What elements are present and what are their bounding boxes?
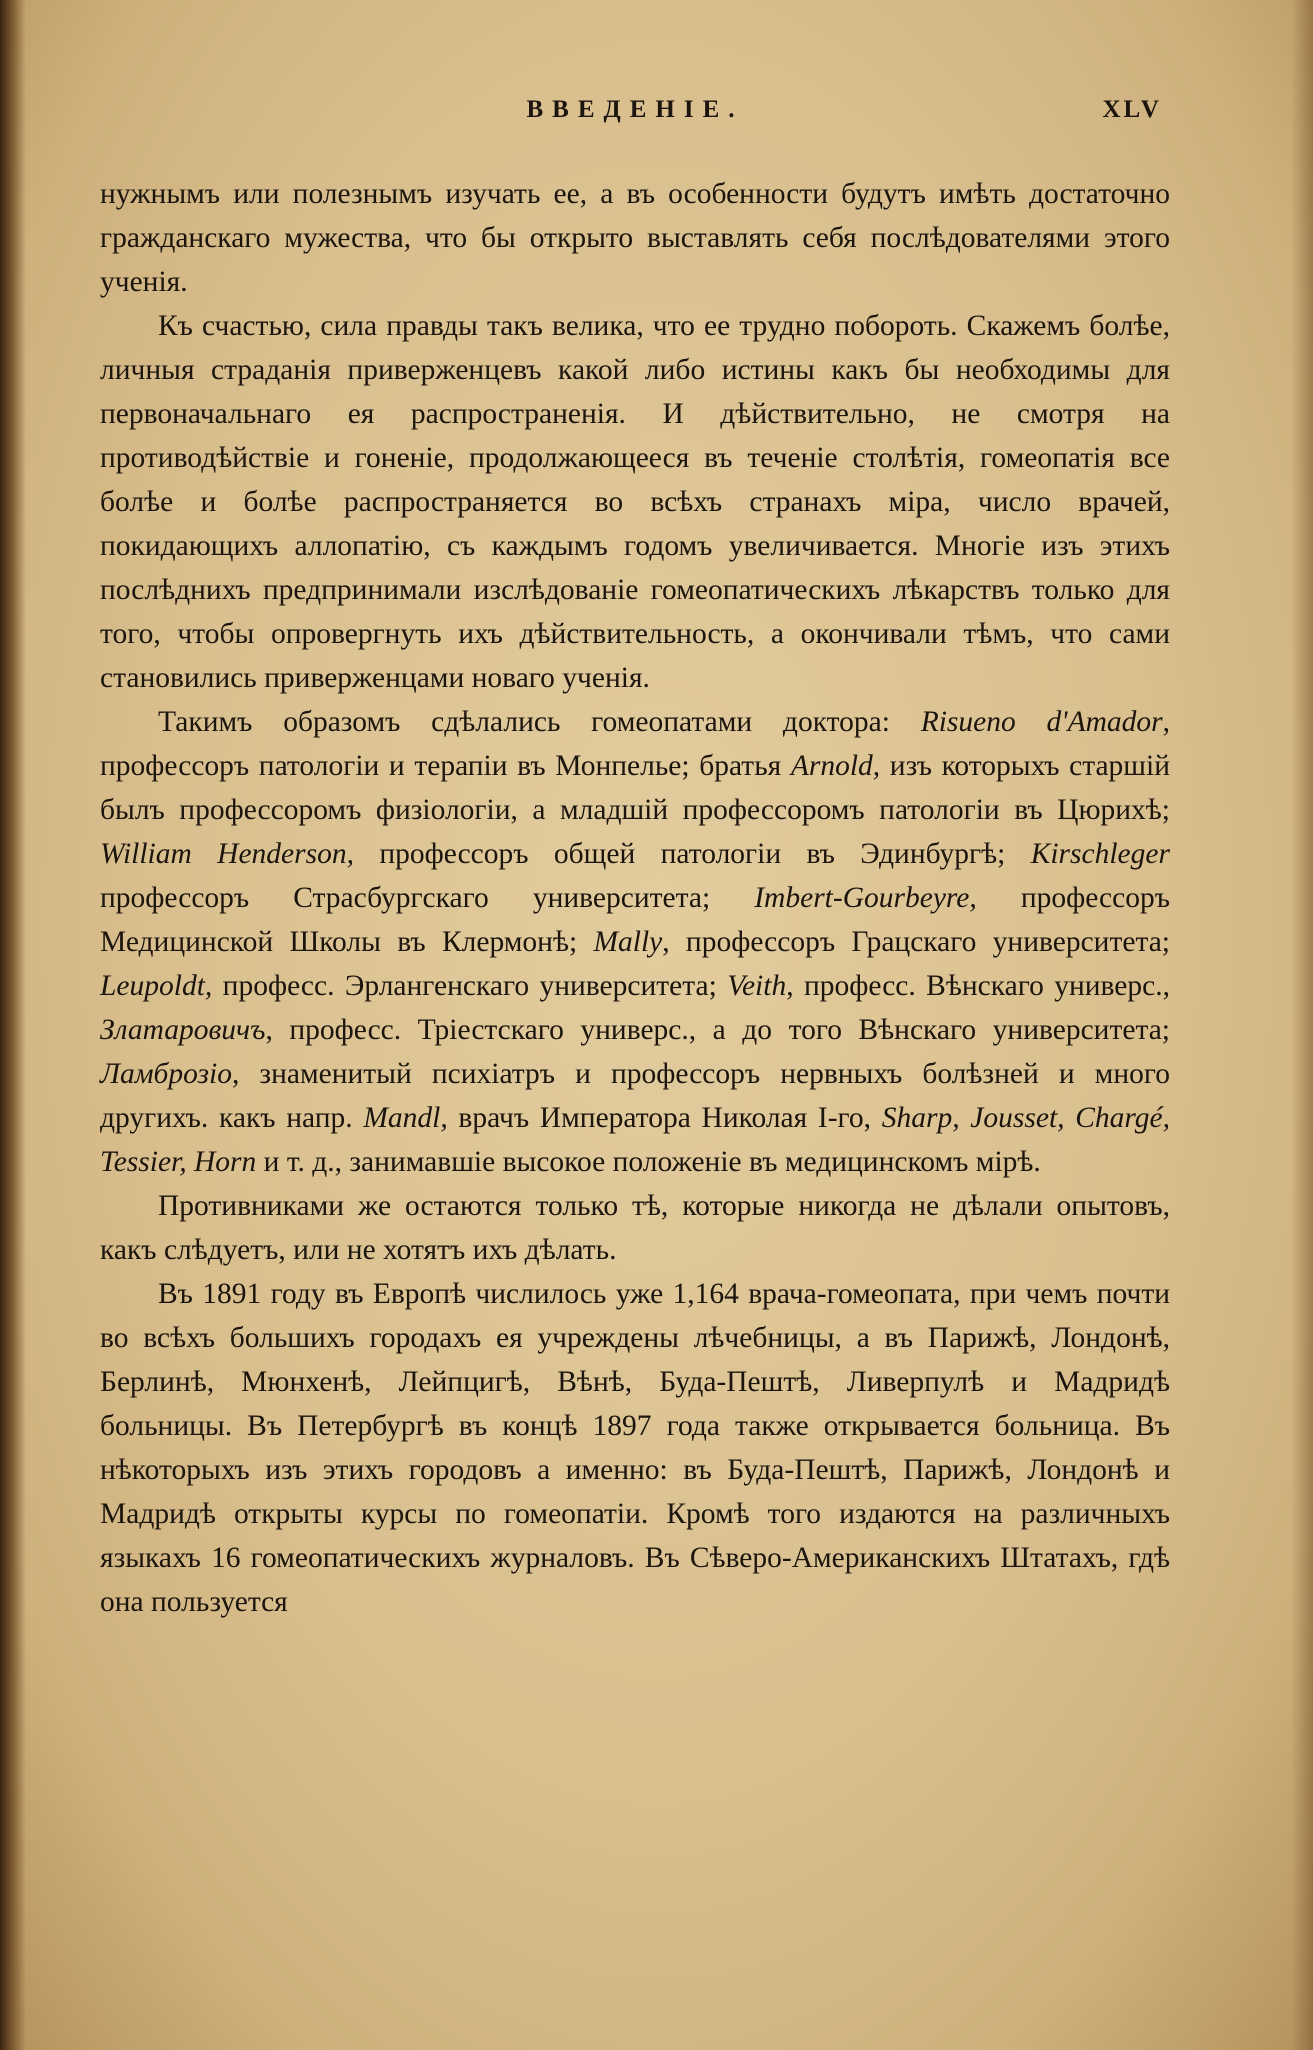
italic-name: William Henderson, <box>100 838 354 870</box>
italic-name: Mally <box>593 926 663 958</box>
page-number: XLV <box>1102 96 1162 123</box>
italic-name: Veith <box>727 970 787 1002</box>
text-run: профессоръ Медицинской Школы въ Клермонѣ; <box>100 882 1171 958</box>
text-run: професс. Эрлангенскаго университета; <box>212 970 728 1002</box>
text-run: и т. д., занимавшіе высокое положеніе въ медицинскомъ мірѣ. <box>256 1146 1041 1178</box>
italic-name: Arnold, <box>790 750 881 782</box>
chapter-title: ВВЕДЕНІЕ. <box>526 96 744 123</box>
text-run: врачъ Императора Николая I-го, <box>447 1102 882 1134</box>
running-header <box>100 96 1170 136</box>
text-run: Противниками же остаются только тѣ, которые никогда не дѣлали опытовъ, какъ слѣдуетъ, или не хотятъ ихъ дѣлать. <box>100 1190 1170 1266</box>
text-run: , профессоръ Грацскаго университета; <box>662 926 1170 958</box>
italic-name: Kirschleger <box>1030 838 1170 870</box>
italic-name: Risueno d'Amador <box>920 706 1163 738</box>
text-run: профессоръ Страсбургскаго университета; <box>100 882 755 914</box>
italic-name: Mandl, <box>363 1102 448 1134</box>
body-text <box>100 172 1170 1624</box>
italic-name: Ламброзіо <box>100 1058 232 1090</box>
binding-shadow <box>0 0 26 2050</box>
text-run: профессоръ общей патологіи въ Эдинбургѣ; <box>353 838 1031 870</box>
paragraph <box>100 304 1170 700</box>
text-run: нужнымъ или полезнымъ изучать ее, а въ особенности будутъ имѣть достаточно гражданскаго мужества, что бы открыто выставлять себя послѣдователями этого ученія. <box>100 178 1170 298</box>
paragraph <box>100 1272 1170 1624</box>
paragraph <box>100 700 1170 1184</box>
italic-name: Leupoldt, <box>100 970 213 1002</box>
text-run: Къ счастью, сила правды такъ велика, что ее трудно побороть. Скажемъ болѣе, личныя страданія приверженцевъ какой либо истины какъ бы необходимы для первоначальнаго ея распространенія. И дѣйствительно, не смотря на противодѣйствіе и гоненіе, продолжающееся въ теченіе столѣтія, гомеопатія все болѣе и болѣе распространяется во всѣхъ странахъ міра, число врачей, покидающихъ аллопатію, съ каждымъ годомъ увеличивается. Многіе изъ этихъ послѣднихъ предпринимали изслѣдованіе гомеопатическихъ лѣкарствъ только для того, чтобы опровергнуть ихъ дѣйствительность, а окончивали тѣмъ, что сами становились приверженцами новаго ученія. <box>100 310 1170 694</box>
paragraph <box>100 1184 1170 1272</box>
text-run: , професс. Тріестскаго универс., а до того Вѣнскаго университета; <box>265 1014 1170 1046</box>
text-run: , знаменитый психіатръ и профессоръ нервныхъ болѣзней и много другихъ. какъ напр. <box>100 1058 1170 1134</box>
italic-name: Златаровичъ <box>100 1014 266 1046</box>
text-run: , профессоръ патологіи и терапіи въ Монпелье; братья <box>100 706 1171 782</box>
page-edge <box>1291 0 1313 2050</box>
italic-name: Sharp, Jousset, Chargé, Tessier, Horn <box>100 1102 1170 1178</box>
paragraph <box>100 172 1170 304</box>
text-run: , професс. Вѣнскаго универс., <box>786 970 1170 1002</box>
text-run: Въ 1891 году въ Европѣ числилось уже 1,164 врача-гомеопата, при чемъ почти во всѣхъ большихъ городахъ ея учреждены лѣчебницы, а въ Парижѣ, Лондонѣ, Берлинѣ, Мюнхенѣ, Лейпцигѣ, Вѣнѣ, Буда-Пештѣ, Ливерпулѣ и Мадридѣ больницы. Въ Петербургѣ въ концѣ 1897 года также открывается больница. Въ нѣкоторыхъ изъ этихъ городовъ а именно: въ Буда-Пештѣ, Парижѣ, Лондонѣ и Мадридѣ открыты курсы по гомеопатіи. Кромѣ того издаются на различныхъ языкахъ 16 гомеопатическихъ журналовъ. Въ Сѣверо-Американскихъ Штатахъ, гдѣ она пользуется <box>100 1278 1170 1618</box>
italic-name: Imbert-Gourbeyre, <box>754 882 977 914</box>
text-run: Такимъ образомъ сдѣлались гомеопатами доктора: <box>158 706 921 738</box>
text-run: изъ которыхъ старшій былъ профессоромъ физіологіи, а младшій профессоромъ патологіи въ Цюрихѣ; <box>100 750 1170 826</box>
